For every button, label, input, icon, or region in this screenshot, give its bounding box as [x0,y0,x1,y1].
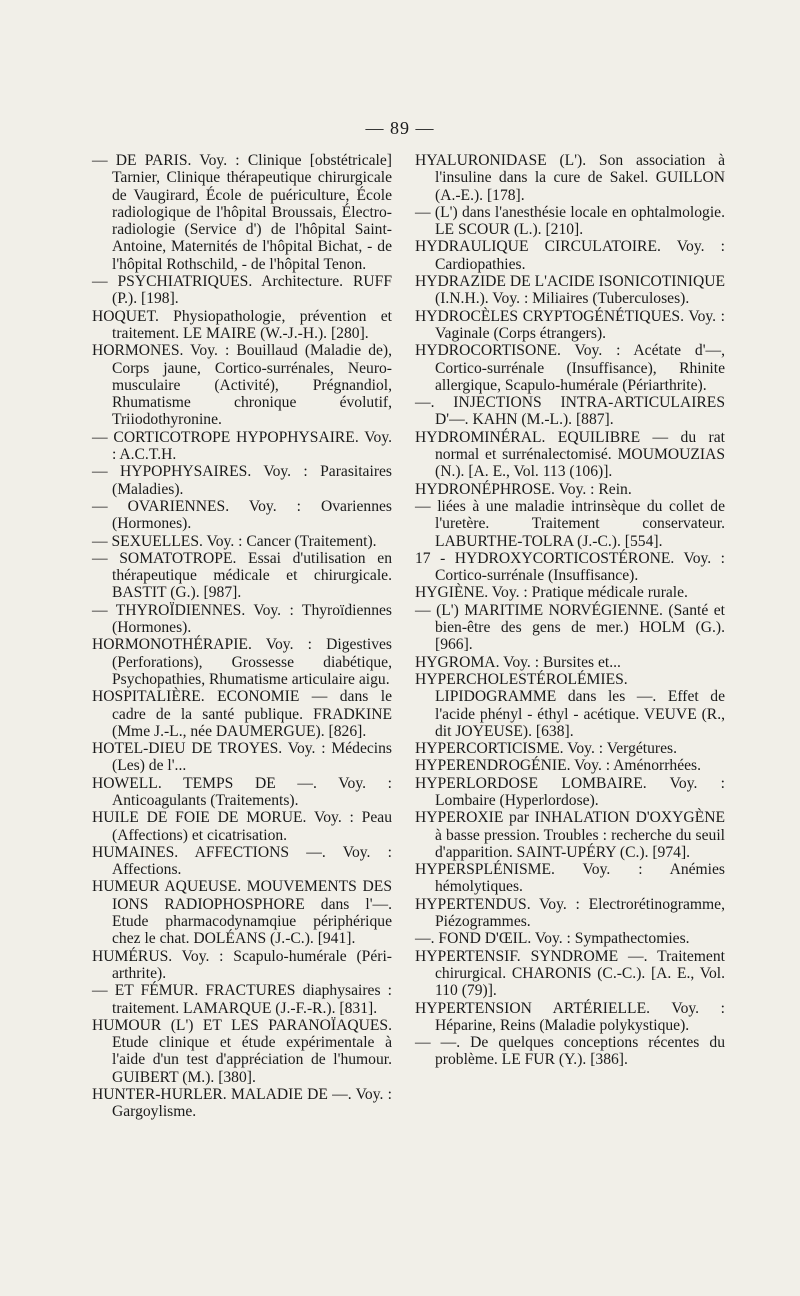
index-entry: HOSPITALIÈRE. ECONOMIE — dans le cadre de la santé publique. FRADKINE (Mme J.-L., née DAUMERGUE). [826]. [92,688,392,740]
index-entry: — —. De quelques conceptions récentes du problème. LE FUR (Y.). [386]. [415,1034,725,1069]
page-number: — 89 — [365,118,435,138]
index-entry: HUNTER-HURLER. MALADIE DE —. Voy. : Gargoylisme. [92,1086,392,1121]
index-entry: — OVARIENNES. Voy. : Ovariennes (Hormones). [92,497,392,533]
index-entry: — THYROÏDIENNES. Voy. : Thyroïdiennes (Hormones). [92,601,392,637]
index-entry: HOWELL. TEMPS DE —. Voy. : Anticoagulants (Traitements). [92,774,392,809]
index-entry: — ET FÉMUR. FRACTURES diaphysaires : traitement. LAMARQUE (J.-F.-R.). [831]. [92,982,392,1017]
index-entry: HYPEROXIE par INHALATION D'OXYGÈNE à basse pression. Troubles : recherche du seuil d'apparition. SAINT-UPÉRY (C.). [974]. [415,809,725,861]
index-entry: HYPERTENSIF. SYNDROME —. Traitement chirurgical. CHARONIS (C.-C.). [A. E., Vol. 110 (79)]. [415,947,725,1000]
index-entry: HUMEUR AQUEUSE. MOUVEMENTS DES IONS RADIOPHOSPHORE dans l'—. Etude pharmacodynamqiue périphérique chez le chat. DOLÉANS (J.-C.). [941]. [92,878,392,948]
index-entry: HORMONES. Voy. : Bouillaud (Maladie de), Corps jaune, Cortico-surrénales, Neuro-musculaire (Activité), Prégnandiol, Rhumatisme chronique évolutif, Triiodothyronine. [92,342,392,429]
index-entry: HOTEL-DIEU DE TROYES. Voy. : Médecins (Les) de l'... [92,740,392,775]
index-entry: HYPERLORDOSE LOMBAIRE. Voy. : Lombaire (Hyperlordose). [415,774,725,809]
index-entry: HYPERCHOLESTÉROLÉMIES. LIPIDOGRAMME dans les —. Effet de l'acide phényl - éthyl - acétique. VEUVE (R., dit JOYEUSE). [638]. [415,670,725,740]
index-entry: HYDROCÈLES CRYPTOGÉNÉTIQUES. Voy. : Vaginale (Corps étrangers). [415,307,725,342]
index-entry: HORMONOTHÉRAPIE. Voy. : Digestives (Perforations), Grossesse diabétique, Psychopathies, Rhumatisme articulaire aigu. [92,636,392,688]
index-entry: — (L') dans l'anesthésie locale en ophtalmologie. LE SCOUR (L.). [210]. [415,203,725,239]
index-entry: HYGROMA. Voy. : Bursites et... [415,653,621,671]
index-entry: HYPERTENSION ARTÉRIELLE. Voy. : Héparine, Reins (Maladie polykystique). [415,999,725,1034]
index-entry: — CORTICOTROPE HYPOPHYSAIRE. Voy. : A.C.T.H. [92,428,392,464]
index-entry: — SEXUELLES. Voy. : Cancer (Traitement). [92,532,377,550]
index-entry: HUMOUR (L') ET LES PARANOÏAQUES. Etude clinique et étude expérimentale à l'aide d'un test d'appréciation de l'humour. GUIBERT (M.). [380]. [92,1016,392,1086]
index-entry: HOQUET. Physiopathologie, prévention et traitement. LE MAIRE (W.-J.-H.). [280]. [92,307,392,342]
index-entry: —. FOND D'ŒIL. Voy. : Sympathectomies. [415,930,690,948]
index-entry: HYPERTENDUS. Voy. : Electrorétinogramme, Piézogrammes. [415,895,725,931]
index-entry: HYDRONÉPHROSE. Voy. : Rein. [415,480,632,498]
index-entry: — HYPOPHYSAIRES. Voy. : Parasitaires (Maladies). [92,463,392,498]
index-entry: —. INJECTIONS INTRA-ARTICULAIRES D'—. KAHN (M.-L.). [887]. [415,394,725,429]
index-entry: — PSYCHIATRIQUES. Architecture. RUFF (P.). [198]. [92,273,392,308]
index-entry: HUILE DE FOIE DE MORUE. Voy. : Peau (Affections) et cicatrisation. [92,809,392,844]
index-entry: HYPERSPLÉNISME. Voy. : Anémies hémolytiques. [415,861,725,896]
index-entry: HYGIÈNE. Voy. : Pratique médicale rurale. [415,584,688,602]
index-entry: — (L') MARITIME NORVÉGIENNE. (Santé et bien-être des gens de mer.) HOLM (G.). [966]. [415,601,725,654]
left-column [92,152,392,1121]
index-entry: HYPERCORTICISME. Voy. : Vergétures. [415,740,678,758]
index-entry: — liées à une maladie intrinsèque du collet de l'uretère. Traitement conservateur. LABURTHE-TOLRA (J.-C.). [554]. [415,497,725,550]
index-entry: HYALURONIDASE (L'). Son association à l'insuline dans la cure de Sakel. GUILLON (A.-E.). [178]. [415,152,725,204]
index-entry: HYDRAULIQUE CIRCULATOIRE. Voy. : Cardiopathies. [415,238,725,273]
index-entry: — DE PARIS. Voy. : Clinique [obstétricale] Tarnier, Clinique thérapeutique chirurgicale de Vaugirard, École de puériculture, École radiologique de l'hôpital Broussais, Électro-radiologie (Service d') de l'hôpital Saint-Antoine, Maternités de l'hôpital Bichat, - de l'hôpital Rothschild, - de l'hôpital Tenon. [92,152,392,273]
index-entry: HUMÉRUS. Voy. : Scapulo-humérale (Péri-arthrite). [92,947,392,982]
index-entry: — SOMATOTROPE. Essai d'utilisation en thérapeutique médicale et chirurgicale. BASTIT (G.). [987]. [92,549,392,602]
index-entry: HUMAINES. AFFECTIONS —. Voy. : Affections. [92,843,392,879]
index-entry: HYPERENDROGÉNIE. Voy. : Aménorrhées. [415,757,702,775]
index-entry: HYDRAZIDE DE L'ACIDE ISONICOTINIQUE (I.N.H.). Voy. : Miliaires (Tuberculoses). [415,273,725,308]
index-entry: HYDROMINÉRAL. EQUILIBRE — du rat normal et surrénalectomisé. MOUMOUZIAS (N.). [A. E., Vol. 113 (106)]. [415,428,725,481]
right-column [415,152,725,1069]
index-entry: HYDROCORTISONE. Voy. : Acétate d'—, Cortico-surrénale (Insuffisance), Rhinite allergique, Scapulo-humérale (Périarthrite). [415,342,725,394]
index-entry: 17 - HYDROXYCORTICOSTÉRONE. Voy. : Cortico-surrénale (Insuffisance). [415,549,725,585]
